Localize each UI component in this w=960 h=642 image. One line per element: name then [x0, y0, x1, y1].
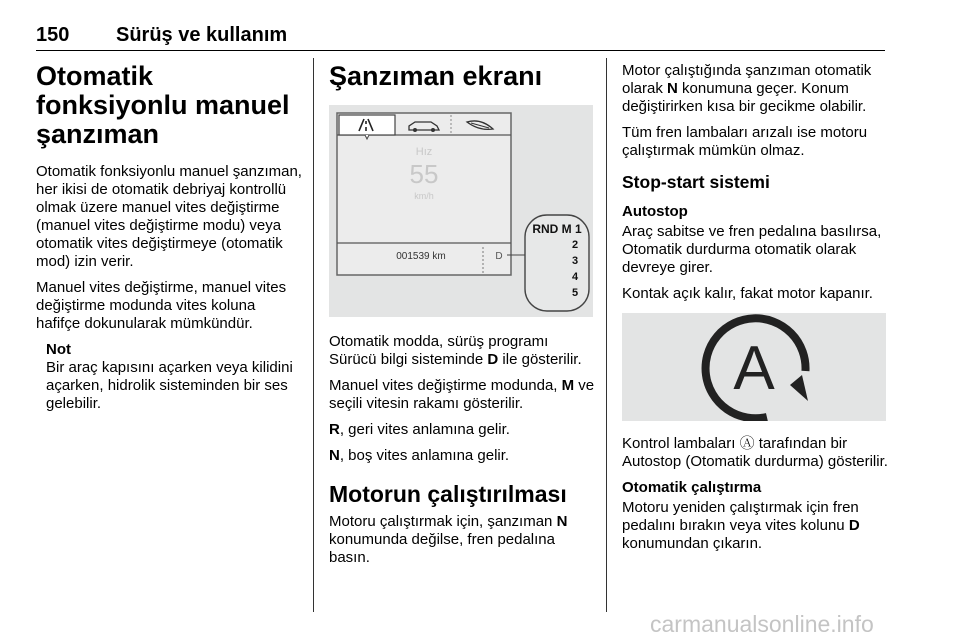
- column-2: [329, 62, 595, 575]
- page-number: 150: [36, 24, 70, 46]
- paragraph: Kontak açık kalır, fakat motor kapanır.: [622, 285, 873, 302]
- paragraph: Kontrol lambaları Ⓐ tarafından bir Autostop (Otomatik durdurma) gösterilir.: [622, 435, 888, 470]
- road-tab-icon: [339, 115, 395, 135]
- section-title: Sürüş ve kullanım: [116, 24, 288, 46]
- gear-number: 2: [571, 239, 579, 251]
- paragraph: Motoru çalıştırmak için, şanzıman N konumunda değilse, fren pedalına basın.: [329, 513, 568, 566]
- paragraph: Tüm fren lambaları arızalı ise motoru çalıştırmak mümkün olmaz.: [622, 124, 868, 159]
- instrument-display-illustration: [329, 105, 593, 317]
- speed-label: Hız: [415, 146, 433, 158]
- paragraph: R, geri vites anlamına gelir.: [329, 421, 510, 438]
- note-box: [46, 341, 302, 413]
- paragraph: Motoru yeniden çalıştırmak için fren pedalını bırakın veya vites kolunu D konumundan çıkarın.: [622, 499, 860, 552]
- section-heading: Motorun çalıştırılması: [329, 481, 567, 507]
- column-1: [36, 62, 302, 413]
- paragraph: Otomatik modda, sürüş programı Sürücü bilgi sisteminde D ile gösterilir.: [329, 333, 582, 368]
- transmission-display-figure: [329, 105, 593, 317]
- subsection-heading: Stop-start sistemi: [622, 172, 770, 192]
- column-divider-1: [313, 58, 314, 612]
- note-title: Not: [46, 341, 71, 358]
- gear-indicator-small: D: [495, 251, 503, 262]
- paragraph: Manuel vites değiştirme modunda, M ve seçili vitesin rakamı gösterilir.: [329, 377, 595, 412]
- speed-value: 55: [409, 159, 439, 189]
- note-text: Bir araç kapısını açarken veya kilidini açarken, hidrolik sisteminden bir ses gelebilir.: [46, 359, 293, 412]
- watermark: carmanualsonline.info: [650, 611, 874, 637]
- autostop-icon-figure: [622, 313, 886, 421]
- autostop-symbol-icon: Ⓐ: [739, 435, 755, 452]
- paragraph: N, boş vites anlamına gelir.: [329, 447, 510, 464]
- autostop-letter: A: [733, 334, 775, 403]
- gear-number: 4: [571, 271, 579, 283]
- paragraph: Otomatik fonksiyonlu manuel şanzıman, her ikisi de otomatik debriyaj kontrollü olmak üzere manuel vites değiştirme (manuel vites değiştirme modu) veya otomatik vites değiştirmeye (otomatik mod) izin verir.: [36, 163, 302, 270]
- column-divider-2: [606, 58, 607, 612]
- section-heading: Şanzıman ekranı: [329, 61, 543, 91]
- gear-number: 3: [571, 255, 579, 267]
- autostop-icon: [622, 313, 886, 421]
- subsubsection-heading: Otomatik çalıştırma: [622, 479, 762, 496]
- gear-row-label: RND M 1: [532, 222, 582, 236]
- column-3: [622, 62, 888, 561]
- paragraph: Manuel vites değiştirme, manuel vites değiştirme modunda vites koluna hafifçe dokunularak mümkündür.: [36, 279, 287, 332]
- speed-unit: km/h: [414, 191, 434, 201]
- paragraph: Araç sabitse ve fren pedalına basılırsa, Otomatik durdurma otomatik olarak devreye girer.: [622, 223, 882, 276]
- gear-number: 5: [571, 287, 579, 299]
- header-rule: [36, 50, 885, 51]
- paragraph: Motor çalıştığında şanzıman otomatik olarak N konumuna geçer. Konum değiştirirken kısa bir gecikme olabilir.: [622, 62, 872, 115]
- section-heading: Otomatik fonksiyonlu manuel şanzıman: [36, 61, 290, 149]
- odometer-value: 001539 km: [396, 251, 446, 262]
- subsubsection-heading: Autostop: [622, 203, 688, 220]
